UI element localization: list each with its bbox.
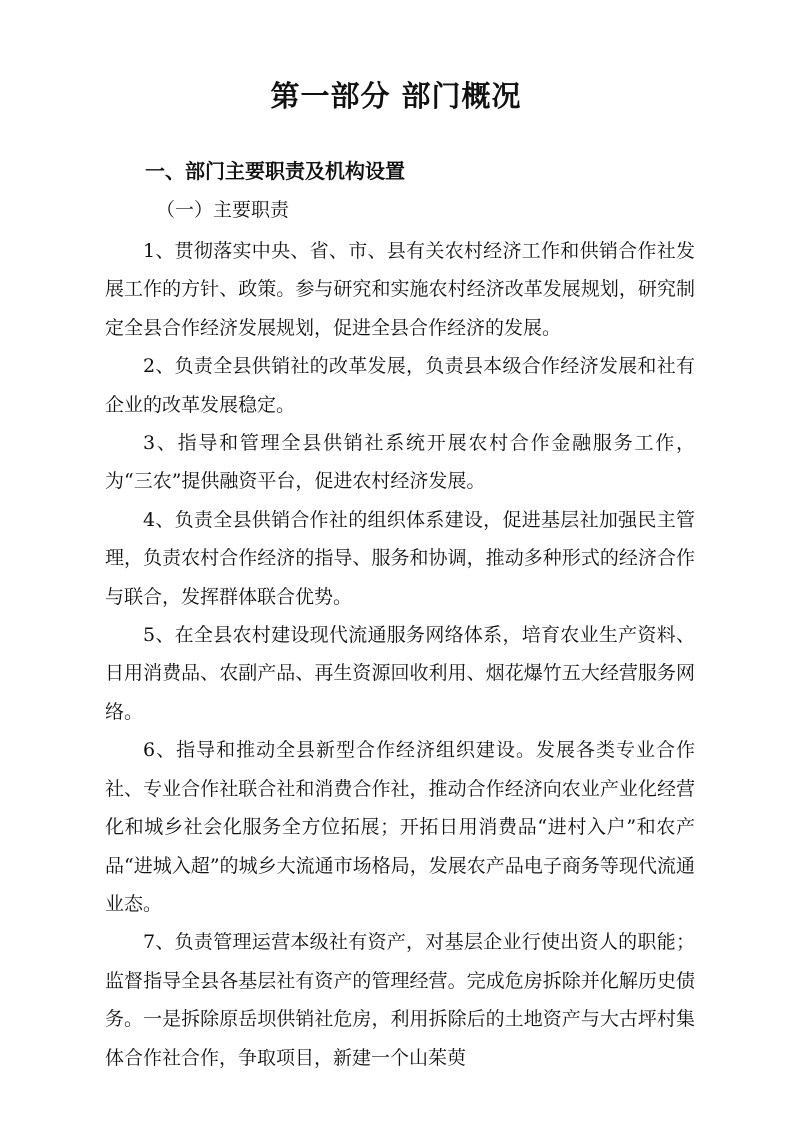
paragraph-duty-4: 4、负责全县供销合作社的组织体系建设，促进基层社加强民主管理，负责农村合作经济的指导、服务和协调，推动多种形式的经济合作与联合，发挥群体联合优势。 bbox=[105, 508, 695, 608]
paragraph-duty-6: 6、指导和推动全县新型合作经济组织建设。发展各类专业合作社、专业合作社联合社和消费合作社，推动合作经济向农业产业化经营化和城乡社会化服务全方位拓展；开拓日用消费品“进村入户”和农产品“进城入超”的城乡大流通市场格局，发展农产品电子商务等现代流通业态。 bbox=[105, 739, 695, 915]
paragraph-duty-1: 1、贯彻落实中央、省、市、县有关农村经济工作和供销合作社发展工作的方针、政策。参与研究和实施农村经济改革发展规划，研究制定全县合作经济发展规划，促进全县合作经济的发展。 bbox=[105, 240, 695, 339]
paragraph-duty-3: 3、指导和管理全县供销社系统开展农村合作金融服务工作，为“三农”提供融资平台，促进农村经济发展。 bbox=[105, 432, 695, 493]
document-body bbox=[105, 232, 695, 1077]
subsection-heading: （一）主要职责 bbox=[156, 199, 290, 221]
paragraph-duty-5: 5、在全县农村建设现代流通服务网络体系，培育农业生产资料、日用消费品、农副产品、再生资源回收利用、烟花爆竹五大经营服务网络。 bbox=[105, 624, 695, 723]
paragraph-duty-7: 7、负责管理运营本级社有资产，对基层企业行使出资人的职能；监督指导全县各基层社有资产的管理经营。完成危房拆除并化解历史债务。一是拆除原岳坝供销社危房，利用拆除后的土地资产与大古坪村集体合作社合作，争取项目，新建一个山茱萸 bbox=[105, 931, 695, 1069]
section-heading: 一、部门主要职责及机构设置 bbox=[145, 159, 405, 183]
paragraph-duty-2: 2、负责全县供销社的改革发展，负责县本级合作经济发展和社有企业的改革发展稳定。 bbox=[105, 355, 695, 416]
document-title: 第一部分 部门概况 bbox=[270, 79, 522, 113]
